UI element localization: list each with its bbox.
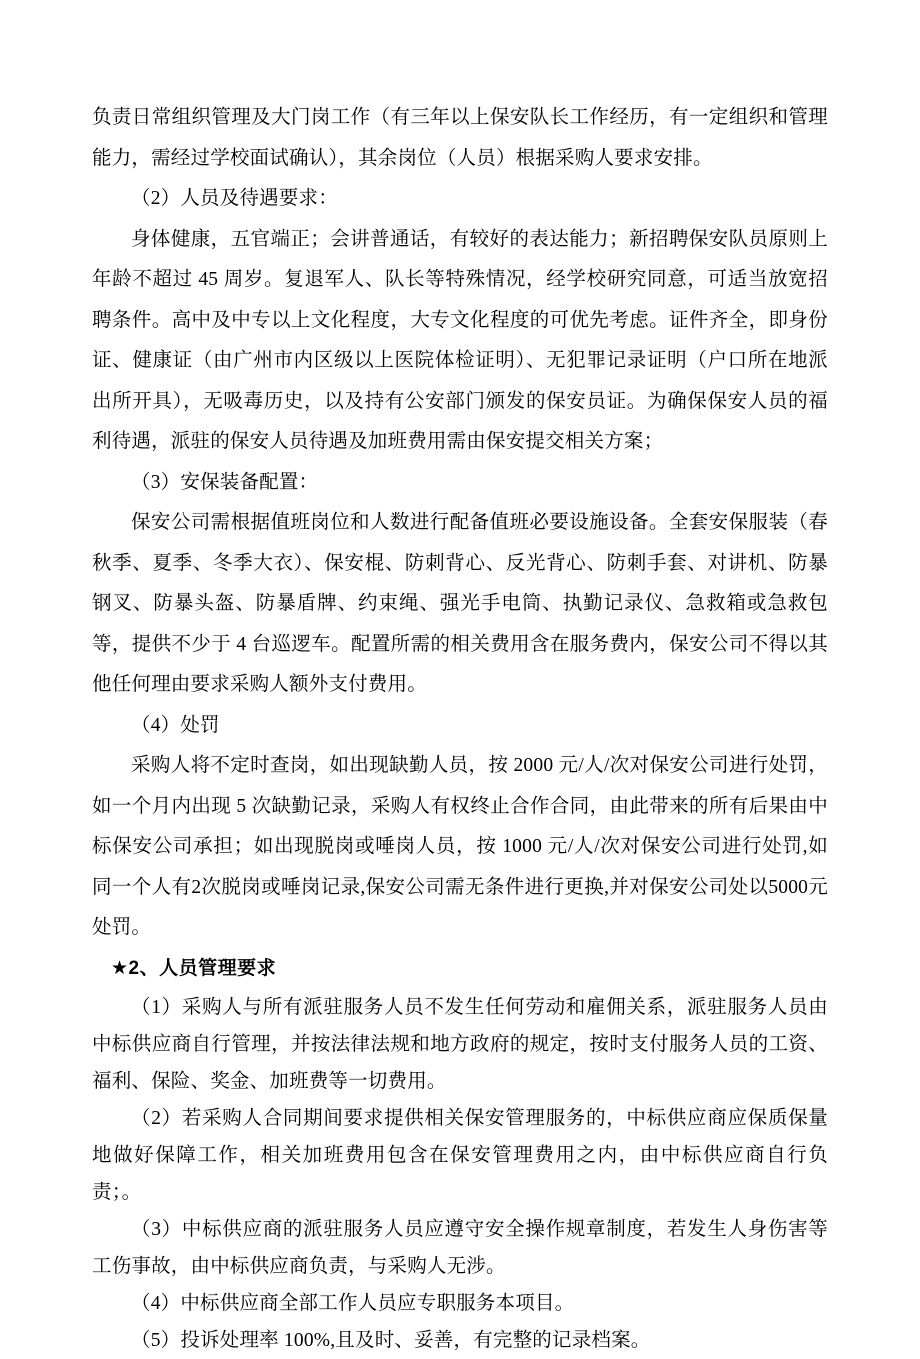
- paragraph-management-3: （3）中标供应商的派驻服务人员应遵守安全操作规章制度，若发生人身伤害等工伤事故，由中标供应商负责，与采购人无涉。: [92, 1219, 828, 1277]
- paragraph-penalty-body: 采购人将不定时查岗，如出现缺勤人员，按 2000 元/人/次对保安公司进行处罚，如一个月内出现 5 次缺勤记录，采购人有权终止合作合同，由此带来的所有后果由中标保安公司承担；如出现脱岗或唾岗人员，按 1000 元/人/次对保安公司进行处罚,如同一个人有2次脱岗或唾岗记录,保安公司需无条件进行更换,并对保安公司处以5000元处罚。: [92, 755, 828, 938]
- document-body: [92, 98, 828, 1359]
- paragraph-personnel-treatment-body: 身体健康，五官端正；会讲普通话，有较好的表达能力；新招聘保安队员原则上年龄不超过 45 周岁。复退军人、队长等特殊情况，经学校研究同意，可适当放宽招聘条件。高中及中专以上文化程度，大专文化程度的可优先考虑。证件齐全，即身份证、健康证（由广州市内区级以上医院体检证明）、无犯罪记录证明（户口所在地派出所开具），无吸毒历史，以及持有公安部门颁发的保安员证。为确保保安人员的福利待遇，派驻的保安人员待遇及加班费用需由保安提交相关方案；: [92, 228, 828, 452]
- section-heading-personnel-management: ★2、人员管理要求: [111, 957, 277, 979]
- paragraph-management-1: （1）采购人与所有派驻服务人员不发生任何劳动和雇佣关系，派驻服务人员由中标供应商自行管理，并按法律法规和地方政府的规定，按时支付服务人员的工资、福利、保险、奖金、加班费等一切费用。: [92, 997, 828, 1092]
- paragraph-management-5: （5）投诉处理率 100%,且及时、妥善，有完整的记录档案。: [131, 1330, 651, 1351]
- paragraph-penalty-title: （4）处罚: [131, 714, 220, 736]
- paragraph-equipment-body: 保安公司需根据值班岗位和人数进行配备值班必要设施设备。全套安保服装（春秋季、夏季、冬季大衣）、保安棍、防刺背心、反光背心、防刺手套、对讲机、防暴钢叉、防暴头盔、防暴盾牌、约束绳、强光手电筒、执勤记录仪、急救箱或急救包等，提供不少于 4 台巡逻车。配置所需的相关费用含在服务费内，保安公司不得以其他任何理由要求采购人额外支付费用。: [92, 512, 828, 695]
- paragraph-equipment-title: （3）安保装备配置：: [131, 471, 319, 493]
- paragraph-management-4: （4）中标供应商全部工作人员应专职服务本项目。: [131, 1293, 575, 1314]
- paragraph-intro: 负责日常组织管理及大门岗工作（有三年以上保安队长工作经历，有一定组织和管理能力，需经过学校面试确认），其余岗位（人员）根据采购人要求安排。: [92, 107, 828, 169]
- paragraph-personnel-treatment-title: （2）人员及待遇要求：: [131, 188, 338, 209]
- paragraph-management-2: （2）若采购人合同期间要求提供相关保安管理服务的，中标供应商应保质保量地做好保障工作，相关加班费用包含在保安管理费用之内，由中标供应商自行负责；。: [92, 1108, 828, 1203]
